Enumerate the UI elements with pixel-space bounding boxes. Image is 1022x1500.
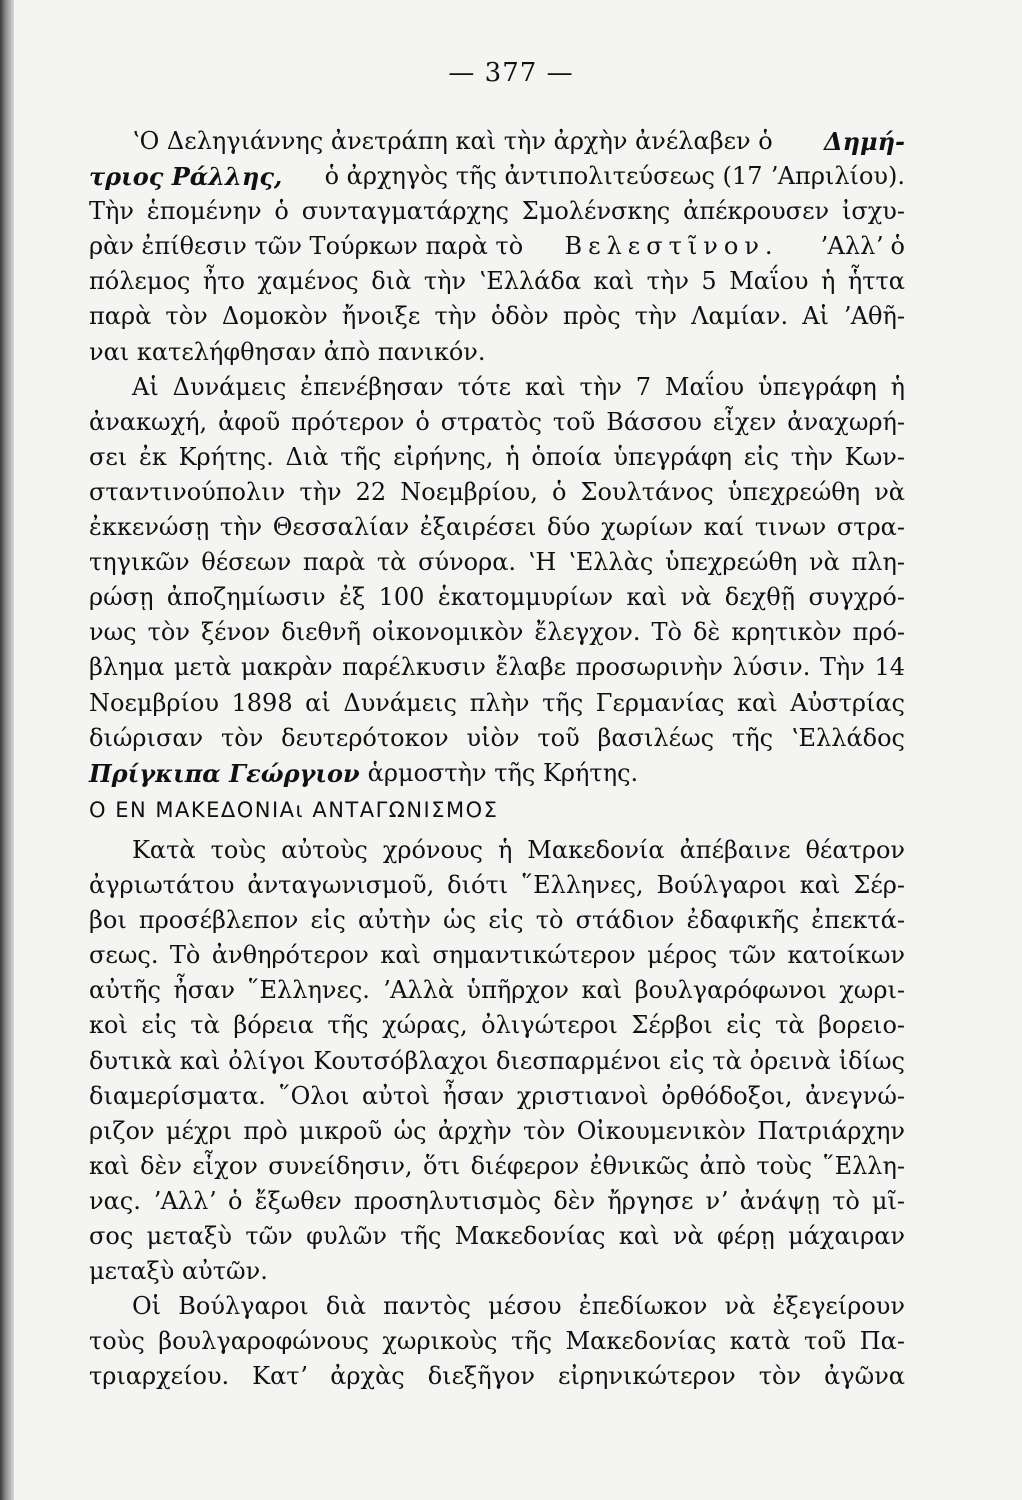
text-span: παρὰ τὸν Δομοκὸν ἤνοιξε τὴν ὁδὸν πρὸς τὴν Λαμίαν. Αἱ ʼΑθῆ-: [89, 302, 905, 331]
text-line: [89, 1289, 905, 1324]
place-spaced: Βελεστῖνον.: [564, 232, 779, 261]
text-line: [89, 545, 905, 580]
text-line: [89, 650, 905, 685]
name-bold: τριος Ράλλης,: [89, 162, 283, 192]
text-line: [89, 1324, 905, 1359]
text-line: [89, 868, 905, 903]
text-line: [89, 721, 905, 756]
text-span: σει ἐκ Κρήτης. Διὰ τῆς εἰρήνης, ἡ ὁποία ὑπεγράφη εἰς τὴν Κων-: [89, 442, 905, 471]
text-line: [89, 615, 905, 650]
text-line: [89, 756, 905, 791]
text-line: [89, 903, 905, 938]
text-span: διώρισαν τὸν δευτερότοκον υἱὸν τοῦ βασιλέως τῆς ʽΕλλάδος: [89, 723, 905, 752]
text-span: Αἱ Δυνάμεις ἐπενέβησαν τότε καὶ τὴν 7 Μαΐου ὑπεγράφη ἡ: [132, 372, 905, 401]
text-line: [89, 580, 905, 615]
book-spine-shadow: [0, 0, 14, 1500]
text-line: [89, 264, 905, 299]
text-span: Τὴν ἑπομένην ὁ συνταγματάρχης Σμολένσκης ἀπέκρουσεν ἰσχυ-: [89, 197, 905, 226]
text-span: δυτικὰ καὶ ὀλίγοι Κουτσόβλαχοι διεσπαρμένοι εἰς τὰ ὀρεινὰ ἰδίως: [89, 1046, 905, 1075]
text-line: [89, 1359, 905, 1394]
text-span: σεως. Τὸ ἀνθηρότερον καὶ σημαντικώτερον μέρος τῶν κατοίκων: [89, 941, 905, 970]
text-span: νως τὸν ξένον διεθνῆ οἰκονομικὸν ἔλεγχον. Τὸ δὲ κρητικὸν πρό-: [89, 618, 905, 647]
text-span: ἁρμοστὴν τῆς Κρήτης.: [367, 758, 639, 787]
text-span: κοὶ εἰς τὰ βόρεια τῆς χώρας, ὀλιγώτεροι Σέρβοι εἰς τὰ βορειο-: [89, 1011, 905, 1040]
text-line: [89, 405, 905, 440]
text-span: ἀγριωτάτου ἀνταγωνισμοῦ, διότι ῞Ελληνες, Βούλγαροι καὶ Σέρ-: [89, 871, 905, 900]
text-line: [89, 1219, 905, 1254]
text-span: μεταξὺ αὐτῶν.: [89, 1257, 268, 1286]
text-span: βλημα μετὰ μακρὰν παρέλκυσιν ἔλαβε προσωρινὴν λύσιν. Τὴν 14: [89, 653, 905, 682]
text-span: σταντινούπολιν τὴν 22 Νοεμβρίου, ὁ Σουλτάνος ὑπεχρεώθη νὰ: [89, 477, 905, 506]
text-span: ρώσῃ ἀποζημίωσιν ἐξ 100 ἑκατομμυρίων καὶ νὰ δεχθῇ συγχρό-: [89, 583, 905, 612]
text-line: [89, 1184, 905, 1219]
text-span: ριζον μέχρι πρὸ μικροῦ ὡς ἀρχὴν τὸν Οἰκουμενικὸν Πατριάρχην: [89, 1116, 905, 1145]
text-span: καὶ δὲν εἶχον συνείδησιν, ὅτι διέφερον ἐθνικῶς ἀπὸ τοὺς ῞Ελλη-: [89, 1151, 905, 1180]
text-line: [89, 440, 905, 475]
page-number: — 377 —: [448, 58, 574, 88]
text-span: Κατὰ τοὺς αὐτοὺς χρόνους ἡ Μακεδονία ἀπέβαινε θέατρον: [132, 836, 905, 864]
text-span: πόλεμος ἦτο χαμένος διὰ τὴν ʽΕλλάδα καὶ τὴν 5 Μαΐου ἡ ἧττα: [89, 267, 905, 296]
text-span: τηγικῶν θέσεων παρὰ τὰ σύνορα. ʽΗ ʽΕλλὰς ὑπεχρεώθη νὰ πλη-: [89, 548, 905, 577]
text-span: βοι προσέβλεπον εἰς αὐτὴν ὡς εἰς τὸ στάδιον ἐδαφικῆς ἐπεκτά-: [89, 906, 905, 935]
text-line: [89, 1079, 905, 1114]
text-span: ρὰν ἐπίθεσιν τῶν Τούρκων παρὰ τὸ: [89, 232, 524, 261]
text-line: [89, 299, 905, 334]
text-line: [89, 1254, 905, 1289]
text-line: [89, 1114, 905, 1149]
text-line: [89, 370, 905, 405]
text-line: [89, 686, 905, 721]
text-span: τριαρχείου. Κατʼ ἀρχὰς διεξῆγον εἰρηνικώτερον τὸν ἀγῶνα: [89, 1362, 905, 1391]
text-line: [89, 833, 905, 868]
text-line: [89, 1008, 905, 1043]
text-span: Οἱ Βούλγαροι διὰ παντὸς μέσου ἐπεδίωκον νὰ ἐξεγείρουν: [132, 1292, 905, 1321]
lower-text-block: [89, 833, 905, 1395]
name-bold: Πρίγκιπα Γεώργιον: [89, 758, 360, 788]
text-span: νας. ʼΑλλʼ ὁ ἔξωθεν προσηλυτισμὸς δὲν ἤργησε νʼ ἀνάψῃ τὸ μῖ-: [89, 1186, 905, 1215]
text-span: ἀνακωχή, ἀφοῦ πρότερον ὁ στρατὸς τοῦ Βάσσου εἶχεν ἀναχωρή-: [89, 407, 905, 436]
text-span: διαμερίσματα. ῞Ολοι αὐτοὶ ἦσαν χριστιανοὶ ὀρθόδοξοι, ἀνεγνώ-: [89, 1081, 905, 1110]
text-line: [89, 510, 905, 545]
section-heading: Ο ΕΝ ΜΑΚΕΔΟΝΙΑι ΑΝΤΑΓΩΝΙΣΜΟΣ: [89, 798, 499, 822]
text-line: [89, 159, 905, 194]
text-span: Νοεμβρίου 1898 αἱ Δυνάμεις πλὴν τῆς Γερμανίας καὶ Αὐστρίας: [89, 688, 905, 717]
text-line: [89, 124, 905, 159]
name-bold: Δημή-: [823, 127, 905, 156]
text-line: [89, 1044, 905, 1079]
text-line: [89, 973, 905, 1008]
text-span: ναι κατελήφθησαν ἀπὸ πανικόν.: [89, 337, 486, 366]
upper-text-block: [89, 124, 905, 791]
text-span: ἐκκενώσῃ τὴν Θεσσαλίαν ἐξαιρέσει δύο χωρίων καί τινων στρα-: [89, 513, 905, 542]
text-line: [89, 1149, 905, 1184]
text-span: ὁ ἀρχηγὸς τῆς ἀντιπολιτεύσεως (17 ʼΑπριλίου).: [324, 162, 905, 191]
text-line: [89, 194, 905, 229]
text-span: αὐτῆς ἦσαν ῞Ελληνες. ʼΑλλὰ ὑπῆρχον καὶ βουλγαρόφωνοι χωρι-: [89, 976, 905, 1005]
text-line: [89, 938, 905, 973]
text-span: ʽΟ Δεληγιάννης ἀνετράπη καὶ τὴν ἀρχὴν ἀνέλαβεν ὁ: [132, 127, 773, 155]
text-span: σος μεταξὺ τῶν φυλῶν τῆς Μακεδονίας καὶ νὰ φέρῃ μάχαιραν: [89, 1222, 905, 1251]
text-line: [89, 229, 905, 264]
text-span: ʼΑλλʼ ὁ: [819, 232, 905, 261]
text-line: [89, 335, 905, 370]
text-line: [89, 475, 905, 510]
text-span: τοὺς βουλγαροφώνους χωρικοὺς τῆς Μακεδονίας κατὰ τοῦ Πα-: [89, 1327, 905, 1356]
